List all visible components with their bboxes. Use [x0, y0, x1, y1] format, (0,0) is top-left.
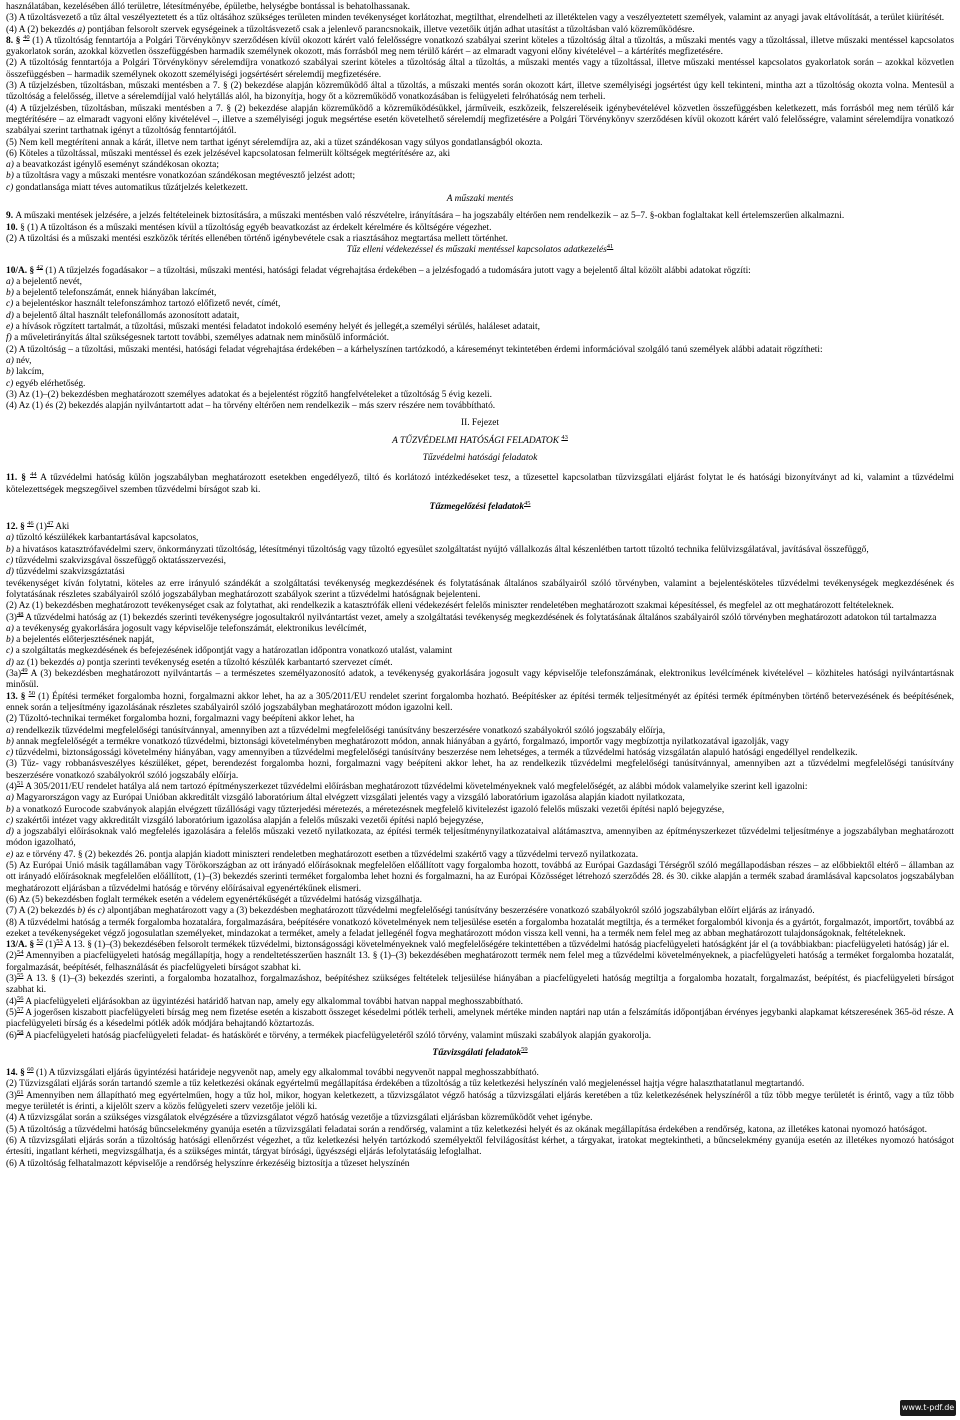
paragraph [6, 1079, 954, 1090]
text-run: II. Fejezet [461, 418, 499, 429]
text-run: (6) [6, 1030, 17, 1041]
text-run: (4) Az (1) és (2) bekezdés alapján nyilvántartott adat – ha törvény eltérően nem rendelkezik – más szerv részére nem továbbítható. [6, 401, 496, 412]
section-heading [6, 245, 954, 256]
text-run: d) [6, 827, 14, 838]
paragraph [6, 473, 954, 496]
text-run: (2) [6, 951, 17, 962]
paragraph [6, 940, 954, 951]
text-run: (3a) [6, 669, 22, 680]
text-run: Tűz elleni védekezéssel és műszaki mentéssel kapcsolatos adatkezelés [346, 245, 607, 256]
footnote-link[interactable]: 46 [27, 520, 34, 528]
paragraph [6, 1028, 954, 1042]
section-number: 9. [6, 211, 16, 222]
text-run: A műszaki mentés [446, 194, 514, 205]
text-run: a tevékenység gyakorlására jogosult vagy képviselője telefonszámát, elektronikus levélcímét, [13, 623, 367, 634]
text-run: (1) A tűzvizsgálati eljárás ügyintézési határideje negyvenöt nap, amely egy alkalommal további negyvenöt nappal meghosszabbítható. [33, 1068, 539, 1079]
text-run: (3) Az (1)–(2) bekezdésben meghatározott személyes adatokat és a bejelentést rögzítő hangfelvételeket a tűzoltóság 5 évig kezeli. [6, 389, 492, 400]
footnote-link[interactable]: 42 [36, 263, 43, 271]
text-run: b) [6, 288, 14, 299]
text-run: a bejelentés előterjesztésének napját, [13, 635, 155, 646]
text-run: (4) A tűzjelzésben, tűzoltásban, műszaki mentésben a 7. § (2) bekezdése alapján közreműködő a közreműködésükkel, járműveik, eszközeik, felszereléseik igénybevételével közvetlen összefüggésben keletkezett, más forrásból meg nem térülő kár megtérítésére – az elmaradt vagyoni előny kivételével –, illetve a személyiségi joguk megsértése esetén követelhető sérelemdíj megfizetésére a Polgári Törvénykönyv szerződésen kívül okozott kárért való felelősségre, valamint sérelemdíjra vonatkozó szabályai szerint tarthatnak igényt a tűzoltóság fenntartójától. [6, 103, 954, 137]
text-run: Magyarországon vagy az Európai Unióban akkreditált vizsgáló laboratórium által elvégzett vizsgálati jelentés vagy a vizsgáló laboratórium igazolása alapján kiadott nyilatkozata, [13, 793, 685, 804]
text-run: alpontjában meghatározott vagy a (3) bekezdésben meghatározott tűzvédelmi megfelelőségi tanúsítvány beszerzésére vonatkozó szabályokról szóló jogszabályban előírt eljárás az irányadó. [104, 906, 815, 917]
section-heading [6, 1045, 954, 1059]
text-run: c) [6, 815, 14, 826]
text-run: c) [6, 182, 14, 193]
text-run: (6) Az (5) bekezdésben foglalt termékek esetén a védelem egyenértékűségét a tűzvédelmi hatóság vizsgálhatja. [6, 894, 422, 905]
paragraph [6, 160, 954, 171]
text-run: A műszaki mentések jelzésére, a jelzés feltételeinek biztosítására, a műszaki mentésben való részvételre, irányítására – ha jogszabály eltérően nem rendelkezik – az 5–7. §-okban foglaltakat kell értelemszerűen alkalmazni. [15, 211, 845, 222]
text-run: az e törvény 47. § (2) bekezdés 26. pontja alapján kiadott miniszteri rendeletben meghatározott esetben a tűzvédelmi szakértő vagy a tűzvédelmi tervező nyilatkozata. [13, 849, 639, 860]
footnote-link[interactable]: 53 [56, 938, 63, 946]
paragraph [6, 1005, 954, 1031]
text-run: pontjában felsorolt szervek egységeinek a tűzoltásvezető csak a jelenlevő parancsnokaik, illetve vezetőik útján adhat utasítást a tűzoltásban való közreműködésre. [85, 24, 695, 35]
section-number: 8. § [6, 35, 24, 46]
paragraph [6, 714, 954, 725]
text-run: lakcím, [13, 367, 45, 378]
paragraph [6, 367, 954, 378]
text-run: a hivatásos katasztrófavédelmi szerv, önkormányzati tűzoltóság, létesítményi tűzoltóság vagy tűzoltó egyesület szolgáltatást nyújtó vállalkozás által készenlétben tartott tűzoltó technika felülvizsgálatával, javításával összefüggő, [13, 544, 869, 555]
paragraph [6, 737, 954, 748]
text-run: A piacfelügyeleti eljárásokban az ügyintézési határidő hatvan nap, amely egy alkalommal további hatvan nappal meghosszabbítható. [23, 996, 524, 1007]
footnote-link[interactable]: 44 [30, 471, 37, 479]
paragraph [6, 556, 954, 567]
text-run: d) [6, 567, 14, 578]
text-run: Tűzmegelőzési feladatok [429, 501, 525, 512]
text-run: (1) A tűzoltóság fenntartója a Polgári Törvénykönyv szerződésen kívül okozott kárért való felelősségre vonatkozó szabályai szerint köteles a tűzoltóság által a tűzoltás, a műszaki mentés vagy a tűzoltással, illetve műszaki mentéssel kapcsolatos gyakorlatok során, azokkal közvetlen összefüggésben harmadik személynek okozott, más forrásból meg nem térülő kárért – az elmaradt vagyoni előny kivételével – a kártérítés megfizetésére. [6, 35, 955, 58]
paragraph [6, 610, 954, 624]
paragraph [6, 971, 954, 997]
footnote-link[interactable]: 60 [27, 1066, 34, 1073]
paragraph [6, 793, 954, 804]
text-run: a tűzoltásra vagy a műszaki mentésre vonatkozóan szándékosan megtévesztő jelzést adott; [13, 171, 356, 182]
paragraph [6, 390, 954, 401]
paragraph [6, 211, 954, 222]
text-run: b) [6, 804, 14, 815]
text-run: d) [6, 310, 14, 321]
text-run: A TŰZVÉDELMI HATÓSÁGI FELADATOK [392, 435, 562, 446]
text-run: A 13. § (1)–(3) bekezdés szerinti, a forgalomba hozatalhoz, forgalmazáshoz, beépítéshez szükséges feltételek teljesülése hiányában a piacfelügyeleti hatóság megtiltja a forgalomba hozatalt, forgalmazást, beépítést, és piacfelügyeleti bírságot szabhat ki. [6, 974, 954, 996]
paragraph [6, 322, 954, 333]
paragraph [6, 1125, 954, 1136]
footnote-link[interactable]: 52 [36, 938, 43, 946]
paragraph [6, 183, 954, 194]
text-run: (1) A tűzjelzés fogadásakor – a tűzoltási, műszaki mentési, hatósági feladat végrehajtása érdekében – a jelzésfogadó a tudomására jutott vagy a bejelentő által közölt alábbi adatokat rögzíti: [42, 265, 751, 276]
footnote-link[interactable]: 41 [606, 243, 614, 251]
text-run: használatában, kezelésében álló területre, létesítményébe, épületbe, helységbe bontással is behatolhassanak. [6, 2, 411, 12]
text-run: (5) A tűzoltóság a tűzvédelmi hatóság bűncselekmény gyanúja esetén a tűzvizsgálati feladatai során a rendőrség, valamint a tűz keletkezési helyét és az okának megállapítása érdekében a rendőrség, katona, az illetékes katonai nyomozó hatóságot. [6, 1124, 927, 1135]
paragraph [6, 579, 954, 602]
paragraph [6, 748, 954, 759]
text-run: (1) [33, 522, 47, 533]
section-number: 11. § [6, 473, 31, 484]
section-heading [6, 433, 954, 447]
text-run: (1) Építési terméket forgalomba hozni, forgalmazni akkor lehet, ha az a 305/2011/EU rendelet szerint forgalomba hozható. Beépítésker az építési termék teljesítményét az építési termék építményben történő betervezésének és beépítésének, ennek során a teljesítmény igazolásának részletes szabályairól szóló jogszabályban meghatározott módon igazolni kell. [6, 691, 954, 713]
footnote-link[interactable]: 49 [21, 666, 28, 674]
paragraph [6, 138, 954, 149]
section-heading [6, 418, 954, 429]
paragraph [6, 1113, 954, 1124]
footnote-link[interactable]: 54 [16, 949, 24, 957]
paragraph [6, 2, 954, 13]
text-run: c) [97, 906, 105, 917]
footnote-link[interactable]: 40 [23, 33, 30, 41]
text-run: e) [6, 849, 14, 860]
text-run: tűzoltó készülékek karbantartásával kapcsolatos, [13, 533, 199, 544]
text-run: tűzvédelmi szakvizsgával összefüggő oktatásszervezési, [13, 556, 226, 567]
paragraph [6, 223, 954, 234]
paragraph [6, 533, 954, 544]
paragraph [6, 33, 955, 59]
text-run: pontja szerinti tevékenység esetén a tűzoltó készülék karbantartó szervezet címét. [84, 657, 393, 668]
text-run: b) [6, 367, 14, 378]
text-run: Amennyiben nem állapítható meg egyértelműen, hogy a tűz hol, mikor, hogyan keletkezett, a tűzvizsgálatot végző hatóság a tűzvizsgálati eljárás keretében a tűz keletkezésének helyszínéről a tűz több megye területét is érintő, vagy a tűz több megye területét is érinti, a kijelölt szerv a közös felügyeleti szerv vezetője jelöli ki. [6, 1090, 954, 1113]
paragraph [6, 1136, 954, 1159]
text-run: e) [6, 322, 14, 333]
text-run: (7) A (2) bekezdés [6, 906, 78, 917]
paragraph [6, 601, 954, 612]
text-run: a bejelentő által használt telefonállomás azonosított adatait, [13, 310, 240, 321]
paragraph [6, 906, 954, 917]
document-page [6, 2, 954, 1170]
text-run: a bejelentő nevét, [13, 276, 83, 287]
text-run: gondatlansága miatt téves automatikus tűzátjelzés keletkezett. [13, 182, 248, 193]
section-number: 12. § [6, 522, 28, 533]
text-run: rendelkezik tűzvédelmi megfelelőségi tanúsítvánnyal, amennyiben azt a tűzvédelmi megfelelőségi tanúsítvány beszerzésére vonatkozó szabályokról szóló jogszabály előírja, [13, 725, 666, 736]
paragraph [6, 918, 954, 941]
text-run: a hívások rögzített tartalmát, a tűzoltási, műszaki mentési feladatot indokoló esemény helyét és jellegét,a személyi sérülés, haláleset adatait, [13, 322, 540, 333]
paragraph [6, 624, 954, 635]
text-run: § (1) A tűzoltáson és a műszaki mentésen kívül a tűzoltóság egyéb beavatkozást az érdekelt kérelmére és költségére végezhet. [20, 222, 492, 233]
paragraph [6, 149, 954, 160]
text-run: (3) A tűzoltásvezető a tűz által veszélyeztetett és a tűz oltásához szükséges területen minden tevékenységet korlátozhat, megtilthat, elrendelheti az illetéktelen vagy a veszélyeztetett személyek, valamint az anyagi javak eltávolítását, a terület kiürítését. [6, 13, 945, 24]
text-run: (6) A tűzvizsgálati eljárás során a tűzoltóság hatósági ellenőrzést végezhet, a tűz keletkezési helyén tartózkodó személyektől felvilágosítást kérhet, a tárgyakat, iratokat megtekintheti, a bűncselekmény gyanúja esetén az illetékes nyomozó hatóságot értesíti, ingatlant kérheti, megvizsgálhatja, és a szükséges mintát, tárgyat bírósági, ügyészségi eljárás lefolytatásáig lefoglalhat. [6, 1135, 954, 1158]
paragraph [6, 13, 954, 24]
paragraph [6, 277, 954, 288]
paragraph [6, 1068, 954, 1079]
text-run: (2) A tűzoltóság fenntartója a Polgári Törvénykönyv sérelemdíjra vonatkozó szabályai szerint köteles a tűzoltóság által a tűzoltás, a műszaki mentés vagy a tűzoltással, illetve műszaki mentéssel kapcsolatos gyakorlatok során – azokkal közvetlen összefüggésben – harmadik személynek okozott személyiségi jogsértésért sérelemdíj megfizetésére. [6, 58, 954, 80]
section-number: 10/A. § [6, 265, 37, 276]
text-run: tűzvédelmi szakvizsgáztatási [13, 567, 125, 578]
footnote-link[interactable]: 59 [521, 1045, 528, 1053]
text-run: A jogerősen kiszabott piacfelügyeleti bírság meg nem fizetése esetén a kiszabott összeget késedelmi pótlék terheli, amelynek mértéke minden naptári nap után a felszámítás időpontjában érvényes jegybanki alapkamat kétszeresének 365-öd része. A piacfelügyeleti bírság és a késedelmi pótlék adók módjára behajtandó köztartozás. [6, 1007, 954, 1030]
text-run: az (1) bekezdés [13, 657, 77, 668]
paragraph [6, 288, 954, 299]
text-run: (4) A (2) bekezdés [6, 24, 78, 35]
text-run: c) [6, 748, 14, 759]
text-run: (6) A tűzoltóság felhatalmazott képviselője a rendőrség helyszínre érkezéséig biztosítja a tűzeset helyszínén [6, 1158, 410, 1169]
paragraph [6, 311, 954, 322]
paragraph [6, 994, 954, 1008]
text-run: b) [6, 736, 14, 747]
text-run: a) [6, 793, 14, 804]
text-run: a) [6, 623, 14, 634]
text-run: (3) Tűz- vagy robbanásveszélyes készüléket, gépet, berendezést forgalomba hozni, forgalmazni vagy beépíteni akkor lehet, ha az rendelkezik tűzvédelmi megfelelőségi tanúsítvánnyal, amennyiben azt a tűzvédelmi megfelelőségi tanúsítvány beszerzésére vonatkozó szabályokról szóló jogszabály előírja. [6, 759, 954, 781]
watermark-logo: www.t-pdf.de [900, 1400, 956, 1416]
text-run: A tűzvédelmi hatóság az (1) bekezdés szerinti tevékenységre jogosultakról nyilvántartást vezet, amely a szolgáltatási tevékenység megkezdésének és folytatásának általános szabályairól szóló törvényben meghatározott adatokon túl tartalmazza [23, 612, 937, 623]
footnote-link[interactable]: 50 [28, 689, 36, 697]
text-run: A 13. § (1)–(3) bekezdésében felsorolt termékek tűzvédelmi, biztonságossági követelményeknek való megfelelőségére tekintettében a tűzvédelmi hatóság piacfelügyeleti hatóságként jár el (a továbbiakban: piacfelügyeleti hatóság) jár el. [62, 940, 950, 951]
text-run: (3) [6, 974, 17, 985]
paragraph [6, 726, 954, 737]
text-run: (5) [6, 1007, 17, 1018]
text-run: A (3) bekezdésben meghatározott nyilvántartás – a természetes személyazonosító adatok, a tevékenység gyakorlására jogosult vagy képviselője telefonszámának, elektronikus levélcímének kivételével – közhiteles hatósági nyilvántartásnak minősül. [6, 669, 954, 691]
text-run: (2) Az (1) bekezdésben meghatározott tevékenységet csak az folytathat, aki rendelkezik a katasztrófák elleni védekezésért felelős miniszter rendeletében meghatározott szakmai képesítéssel, és megfelel az ott meghatározott feltételeknek. [6, 601, 894, 612]
footnote-link[interactable]: 51 [16, 779, 24, 787]
text-run: Aki [53, 522, 70, 533]
text-run: Tűzvédelmi hatósági feladatok [422, 452, 538, 463]
text-run: (3) A tűzjelzésben, tűzoltásban, műszaki mentésben a 7. § (2) bekezdése alapján közreműködő által a tűzoltás, a műszaki mentés során okozott kárt, illetve személyiségi jogsértést úgy kell tekinteni, mintha azt a tűzoltóság okozta volna. Mentesül a tűzoltóság a felelősség, illetve a sérelemdíjjal való helytállás alól, ha bizonyítja, hogy őt a közreműködő vonatkozásában is felügyeleti felróhatóság nem terheli. [6, 81, 954, 103]
text-run: név, [13, 355, 32, 366]
text-run: a bejelentéskor használt telefonszámhoz tartozó előfizető nevét, címét, [13, 299, 281, 310]
text-run: A piacfelügyeleti hatóság piacfelügyeleti feladat- és hatáskörét e törvény, a termékek piacfelügyeletéről szóló törvény, valamint műszaki szabályok alapján gyakorolja. [23, 1030, 652, 1041]
paragraph [6, 25, 954, 36]
text-run: (1) [42, 940, 57, 951]
footnote-link[interactable]: 56 [16, 994, 24, 1002]
paragraph [6, 759, 954, 782]
text-run: a) [6, 276, 14, 287]
text-run: a) [76, 657, 85, 668]
footnote-link[interactable]: 48 [16, 610, 24, 618]
section-number: 14. § [6, 1068, 28, 1079]
paragraph [6, 666, 954, 692]
footnote-link[interactable]: 58 [16, 1028, 24, 1036]
text-run: b) [6, 544, 14, 555]
text-run: f) [6, 333, 12, 344]
text-run: (4) [6, 782, 17, 792]
paragraph [6, 401, 954, 412]
text-run: (6) Köteles a tűzoltással, műszaki mentéssel és ezek jelzésével kapcsolatosan felmerült költségek megtérítésére az, aki [6, 148, 451, 159]
text-run: (8) A tűzvédelmi hatóság a termék forgalomba hozatalára, forgalmazására, beépítésére vonatkozó követelmények nem teljesülése esetén a forgalomba hozatalát megtiltja, és a terméket forgalomból kivonja és a gyártót, forgalmazót, importőrt, továbbá az ezeket a tevékenységeket végző jogosulatlan személyeket, mindazokat a terméket, amely a feladat jellegénél fogva meghatározott módon vissza kell venni, ha a termék nem felel meg az abban meghatározott tulajdonságoknak, feltételeknek. [6, 917, 954, 939]
text-run: (2) Tűzoltó-technikai terméket forgalomba hozni, forgalmazni vagy beépíteni akkor lehet, ha [6, 714, 355, 725]
paragraph [6, 356, 954, 367]
text-run: Amennyiben a piacfelügyeleti hatóság megállapítja, hogy a rendeltetésszerűen használt 13. § (1)–(3) bekezdésében meghatározott termék nem felel meg a tűzvédelmi követelményeknek, a piacfelügyeleti hatóság a terméket forgalomba hozatalát, forgalmazását, beépítését, felhasználását és piacfelügyeleti bírságot szabhat ki. [6, 951, 954, 973]
text-run: a) [77, 24, 86, 35]
text-run: a) [6, 533, 14, 544]
text-run: b) [6, 171, 14, 182]
text-run: (3) [6, 1090, 17, 1101]
text-run: (2) A tűzoltási és a műszaki mentési eszközök térítés ellenében történő igénybevétele csak a riasztásához megtartása mellett történhet. [6, 233, 508, 244]
paragraph [6, 827, 954, 850]
text-run: a) [6, 160, 14, 171]
text-run: (2) Tűzvizsgálati eljárás során tartandó szemle a tűz keletkezési okának egyértelmű megállapítása érdekében a tűzoltóság a tűz keletkezési helyszínén való megjelenéssel hajtja végre halaszthatatlanul megtartandó. [6, 1079, 805, 1090]
paragraph [6, 81, 954, 104]
paragraph [6, 658, 954, 669]
text-run: a vonatkozó Eurocode szabványok alapján elvégzett tűzállósági vagy tűzterjedési méretezés, a méretezésnek megfelelő kivitelezést igazoló felelős műszaki vezetői építési napló bejegyzése, [13, 804, 725, 815]
text-run: a) [6, 355, 14, 366]
paragraph [6, 58, 954, 81]
text-run: és [85, 906, 98, 917]
text-run: c) [6, 378, 14, 389]
footnote-link[interactable]: 47 [46, 520, 54, 528]
text-run: b) [77, 906, 86, 917]
text-run: (4) A tűzvizsgálat során a szükséges vizsgálatok elvégzésére a tűzvizsgálatot végző hatóság vezetője a tűzvizsgálati eljárásban közreműködőt vehet igénybe. [6, 1113, 593, 1124]
section-heading [6, 499, 954, 513]
section-number: 13/A. § [6, 940, 37, 951]
paragraph [6, 522, 954, 533]
text-run: tűzvédelmi, biztonságossági követelmény hiányában, vagy amennyiben a tűzvédelmi megfelelőségi tanúsítvány beszerzése nem lehetséges, a termék a tűzvédelmi hatóság vizsgálatán alapuló hatósági engedéllyel rendelkezik. [13, 748, 858, 759]
section-number: 10. [6, 222, 21, 233]
text-run: (4) [6, 996, 17, 1007]
paragraph [6, 635, 954, 646]
paragraph [6, 805, 954, 816]
paragraph [6, 333, 954, 344]
text-run: szakértői intézet vagy akkreditált vizsgáló laboratórium igazolása alapján a felelős műszaki vezetői építési napló bejegyzése, [13, 815, 484, 826]
paragraph [6, 171, 954, 182]
text-run: (5) Az Európai Unió másik tagállamában vagy Törökországban az ott irányadó előírásoknak megfelelően előállított vagy forgalomba hozott, továbbá az Európai Gazdasági Térségről szóló megállapodásban részes – az előbbiektől eltérő – államban az ott irányadó előírásoknak megfelelően előállított, (1)–(3) bekezdés szerinti terméket forgalomba lehet hozni és forgalmazni, ha az Európai Közösséget létrehozó szerződés 28. és 30. cikke alapján a termék szabad áramlásával kapcsolatos jogszabályban meghatározott eljárásban a tűzvédelmi hatóság e törvény előírásaival egyenértékűnek elismeri. [6, 861, 954, 894]
text-run: a jogszabályi előírásoknak való megfelelés igazolására a felelős műszaki vezető nyilatkozata, az építési termék teljesítménynyilatkozataival alátámasztva, amennyiben az építményszerkezet tűzvédelmi teljesítménye a jogszabályban meghatározott módon igazolható, [6, 827, 954, 849]
text-run: a szolgáltatás megkezdésének és befejezésének időpontját vagy a határozatlan időpontra vonatkozó utalást, valamint [13, 646, 453, 657]
text-run: c) [6, 646, 14, 657]
section-heading [6, 194, 954, 205]
paragraph [6, 1088, 954, 1114]
footnote-link[interactable]: 57 [16, 1005, 24, 1013]
text-run: Tűzvizsgálati feladatok [432, 1047, 522, 1058]
paragraph [6, 895, 954, 906]
text-run: a műveletirányítás által szükségesnek tartott további, személyes adatnak nem minősülő információt. [11, 333, 389, 344]
paragraph [6, 545, 954, 556]
paragraph [6, 567, 954, 578]
paragraph [6, 861, 954, 895]
section-number: 13. § [6, 691, 29, 702]
text-run: c) [6, 299, 14, 310]
text-run: a bejelentő telefonszámát, ennek hiányában lakcímét, [13, 288, 217, 299]
paragraph [6, 646, 954, 657]
paragraph [6, 689, 954, 715]
paragraph [6, 263, 954, 277]
text-run: b) [6, 635, 14, 646]
paragraph [6, 816, 954, 827]
text-run: (3) [6, 612, 17, 623]
text-run: a) [6, 725, 14, 736]
paragraph [6, 104, 954, 138]
paragraph [6, 234, 954, 245]
paragraph [6, 1159, 954, 1170]
footnote-link[interactable]: 61 [16, 1088, 24, 1096]
footnote-link[interactable]: 45 [524, 499, 531, 507]
text-run: annak megfelelőségét a termékre vonatkozó tűzvédelmi, biztonsági követelményben meghatározott módon, annak hiányában a gyártó, forgalmazó, importőr vagy megbízottja nyilatkozatával igazolják, vagy [13, 736, 789, 747]
footnote-link[interactable]: 43 [561, 433, 568, 441]
paragraph [6, 345, 954, 356]
paragraph [6, 779, 954, 793]
text-run: A 305/2011/EU rendelet hatálya alá nem tartozó építményszerkezet tűzvédelmi előírásban meghatározott tűzvédelmi követelményeknek való megfelelőségét, az alábbi módok valamelyike szerint kell igazolni: [23, 782, 808, 792]
text-run: d) [6, 657, 14, 668]
text-run: c) [6, 556, 14, 567]
paragraph [6, 379, 954, 390]
footnote-link[interactable]: 55 [16, 971, 24, 979]
paragraph [6, 299, 954, 310]
paragraph [6, 850, 954, 861]
text-run: (5) Nem kell megtéríteni annak a kárát, illetve nem tarthat igényt sérelemdíjra az, aki a tüzet szándékosan vagy súlyos gondatlanságból okozta. [6, 137, 543, 148]
section-heading [6, 453, 954, 464]
text-run: (2) A tűzoltóság – a tűzoltási, műszaki mentési, hatósági feladat végrehajtása érdekében – a kárhelyszínen tartózkodó, a káreseményt tekintetében érdemi információval szolgáló tanú személyek alábbi adatait rögzítheti: [6, 344, 823, 355]
text-run: egyéb elérhetőség. [13, 378, 86, 389]
text-run: A tűzvédelmi hatóság külön jogszabályban meghatározott esetekben engedélyező, tiltó és korlátozó intézkedéseket tesz, a tűzesettel kapcsolatban tűzvizsgálati eljárást folytat le és hatósági bizonyítványt ad ki, valamint a tűzvédelmi kötelezettségek megszegőivel szemben tűzvédelmi bírságot szab ki. [6, 473, 954, 495]
text-run: a beavatkozást igénylő eseményt szándékosan okozta; [13, 160, 219, 171]
text-run: tevékenységet kíván folytatni, köteles az erre irányuló szándékát a szolgáltatási tevékenység megkezdésének és folytatásának általános szabályairól szóló törvényben, valamint a bejelentésköteles tűzvédelmi tevékenységek megkezdésének és folytatásának részletes szabályairól szóló jogszabályban meghatározott szabályok szerint a tűzvédelmi hatóságnak bejelenteni. [6, 578, 954, 600]
paragraph [6, 951, 954, 974]
